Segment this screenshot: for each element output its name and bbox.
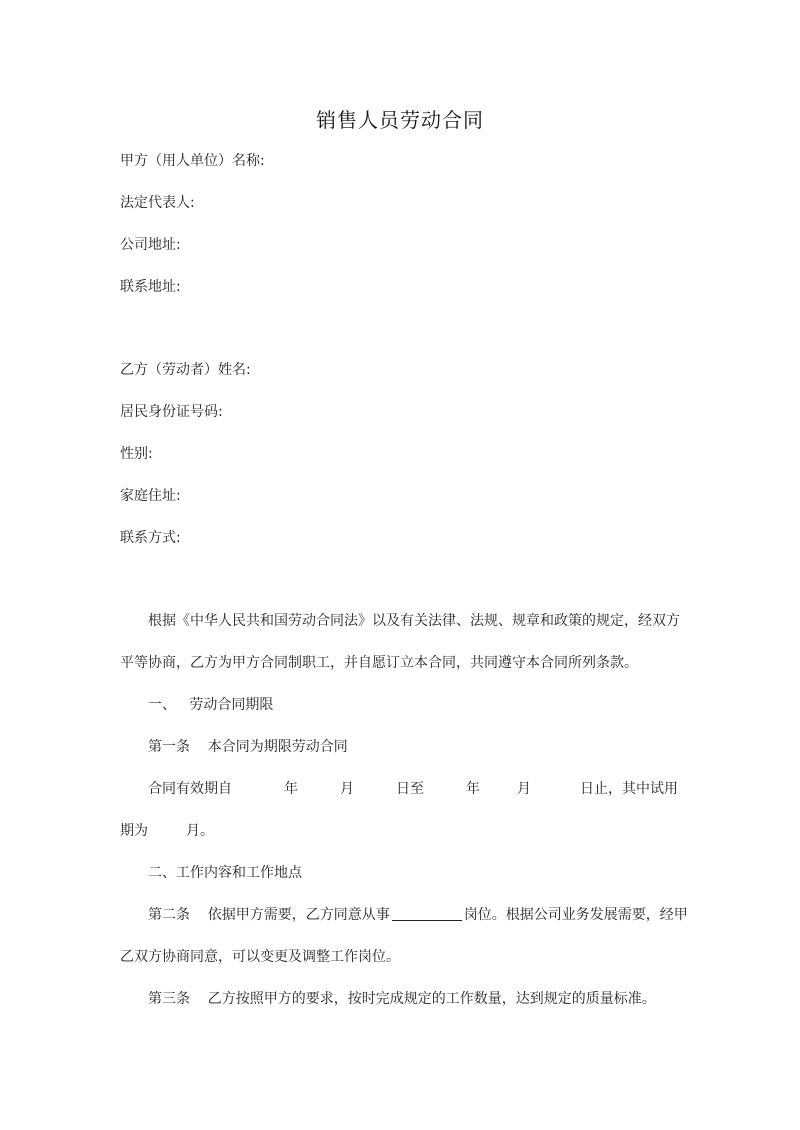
preamble-line-2: 平等协商，乙方为甲方合同制职工，并自愿订立本合同，共同遵守本合同所列条款。	[120, 655, 638, 671]
party-b-contact-label: 联系方式:	[120, 530, 181, 546]
party-a-name-label: 甲方（用人单位）名称:	[120, 153, 265, 169]
position-blank	[392, 906, 462, 921]
article2-line-2: 乙双方协商同意，可以变更及调整工作岗位。	[120, 949, 400, 965]
period-day-end-label: 日止，其中试用	[580, 781, 678, 797]
period-from-label: 合同有效期自	[148, 781, 232, 797]
section1-heading: 一、 劳动合同期限	[148, 697, 274, 713]
document-title: 销售人员劳动合同	[316, 108, 484, 132]
party-a-address-label: 公司地址:	[120, 237, 181, 253]
party-b-gender-label: 性别:	[120, 446, 153, 462]
period-month1-label: 月	[340, 781, 354, 797]
section2-heading: 二、工作内容和工作地点	[148, 865, 302, 881]
party-a-rep-label: 法定代表人:	[120, 195, 195, 211]
article1-text: 第一条 本合同为期限劳动合同	[148, 739, 348, 755]
party-b-home-label: 家庭住址:	[120, 488, 181, 504]
article3-text: 第三条 乙方按照甲方的要求，按时完成规定的工作数量，达到规定的质量标准。	[148, 991, 656, 1007]
article2-text-part2: 岗位。根据公司业务发展需要，经甲	[463, 907, 688, 923]
preamble-line-1: 根据《中华人民共和国劳动合同法》以及有关法律、法规、规章和政策的规定，经双方	[148, 613, 680, 629]
probation-unit-label: 月。	[186, 823, 214, 839]
period-year2-label: 年	[466, 781, 480, 797]
period-year1-label: 年	[284, 781, 298, 797]
period-day-to-label: 日至	[396, 781, 424, 797]
article2-line-1	[148, 906, 688, 924]
article2-text-part1: 第二条 依据甲方需要，乙方同意从事	[148, 907, 390, 923]
party-b-id-label: 居民身份证号码:	[120, 404, 223, 420]
probation-prefix-label: 期为	[120, 823, 148, 839]
party-b-name-label: 乙方（劳动者）姓名:	[120, 362, 251, 378]
party-a-contact-address-label: 联系地址:	[120, 279, 181, 295]
period-month2-label: 月	[517, 781, 531, 797]
